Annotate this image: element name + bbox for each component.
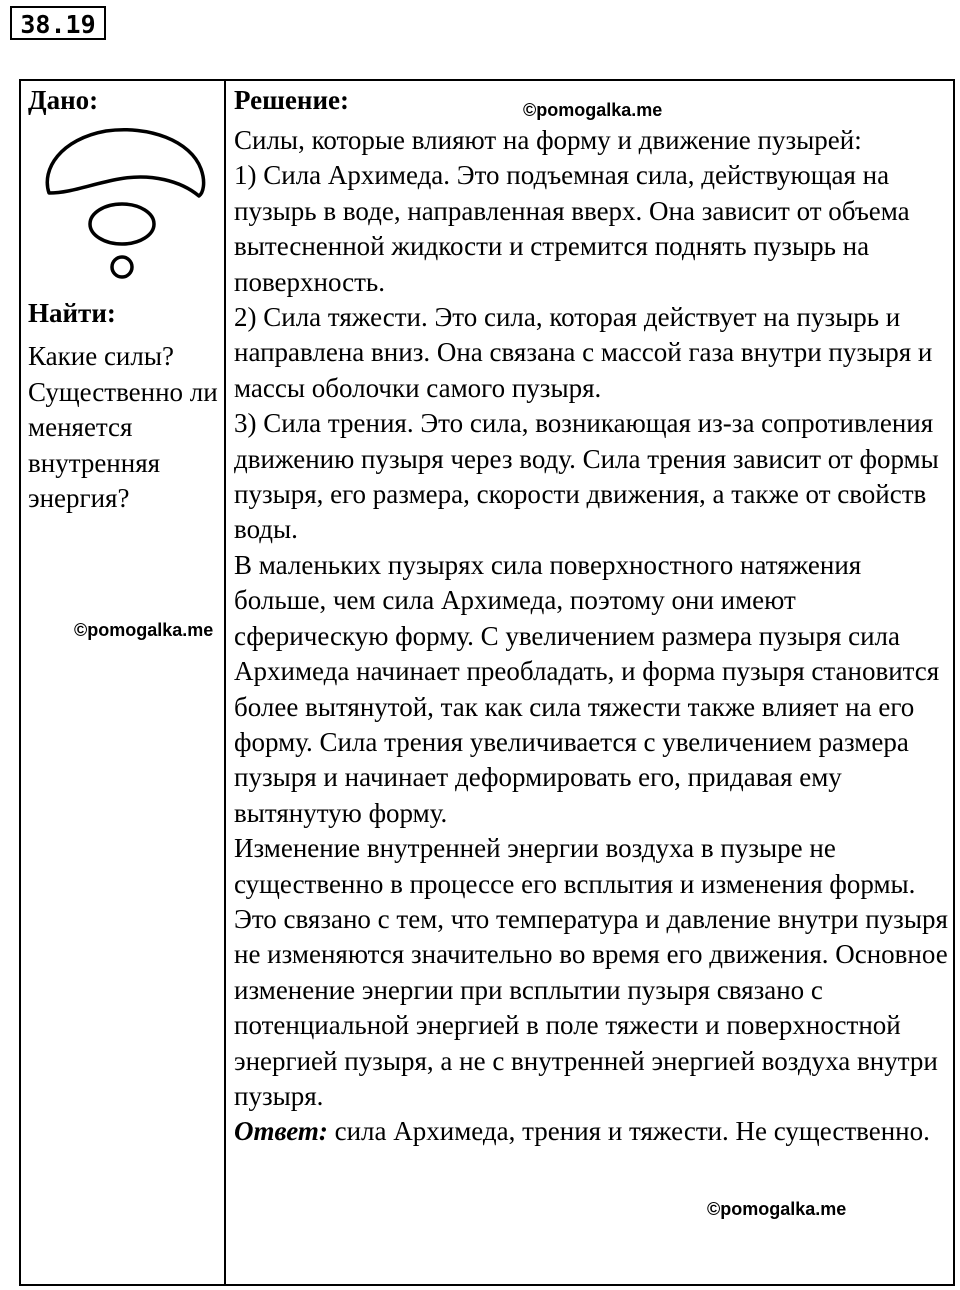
watermark: ©pomogalka.me bbox=[707, 1199, 847, 1219]
watermark: ©pomogalka.me bbox=[74, 620, 214, 640]
given-heading: Дано: bbox=[28, 85, 99, 115]
answer-line bbox=[234, 1114, 950, 1149]
problem-number: 38.19 bbox=[10, 6, 106, 40]
find-heading: Найти: bbox=[28, 298, 116, 328]
column-divider bbox=[224, 81, 226, 1284]
find-question: Какие силы? Существенно ли меняется внутренняя энергия? bbox=[28, 341, 218, 513]
solution-table bbox=[19, 79, 955, 1286]
solution-paragraph: В маленьких пузырях сила поверхностного натяжения больше, чем сила Архимеда, поэтому они имеют сферическую форму. С увеличением размера пузыря сила Архимеда начинает преобладать, и форма пузыря становится более вытянутой, так как сила тяжести также влияет на его форму. Сила трения увеличивается с увеличением размера пузыря и начинает деформировать его, придавая ему вытянутую форму. bbox=[234, 549, 940, 828]
watermark: ©pomogalka.me bbox=[523, 100, 663, 120]
solution-paragraph: 2) Сила тяжести. Это сила, которая действует на пузырь и направлена вниз. Она связана с массой газа внутри пузыря и массы оболочки самого пузыря. bbox=[234, 302, 933, 403]
solution-paragraph: Изменение внутренней энергии воздуха в пузыре не существенно в процессе его всплытия и изменения формы. Это связано с тем, что температура и давление внутри пузыря не изменяются значительно во время его движения. Основное изменение энергии при всплытии пузыря связано с потенциальной энергией в поле тяжести и поверхностной энергией пузыря, а не с внутренней энергией воздуха внутри пузыря. bbox=[234, 833, 948, 1111]
solution-paragraph: Силы, которые влияют на форму и движение пузырей: bbox=[234, 125, 862, 155]
answer-label: Ответ: bbox=[234, 1116, 328, 1147]
answer-text: сила Архимеда, трения и тяжести. Не существенно. bbox=[327, 1116, 930, 1147]
solution-paragraph: 1) Сила Архимеда. Это подъемная сила, действующая на пузырь в воде, направленная вверх. Она зависит от объема вытесненной жидкости и стремится поднять пузырь на поверхность. bbox=[234, 160, 910, 297]
solution-heading: Решение: bbox=[234, 85, 349, 115]
solution-body bbox=[234, 123, 950, 1150]
bubble-shapes-icon bbox=[31, 121, 213, 285]
solution-paragraph: 3) Сила трения. Это сила, возникающая из-за сопротивления движению пузыря через воду. Сила трения зависит от формы пузыря, его размера, скорости движения, а также от свойств воды. bbox=[234, 408, 939, 545]
